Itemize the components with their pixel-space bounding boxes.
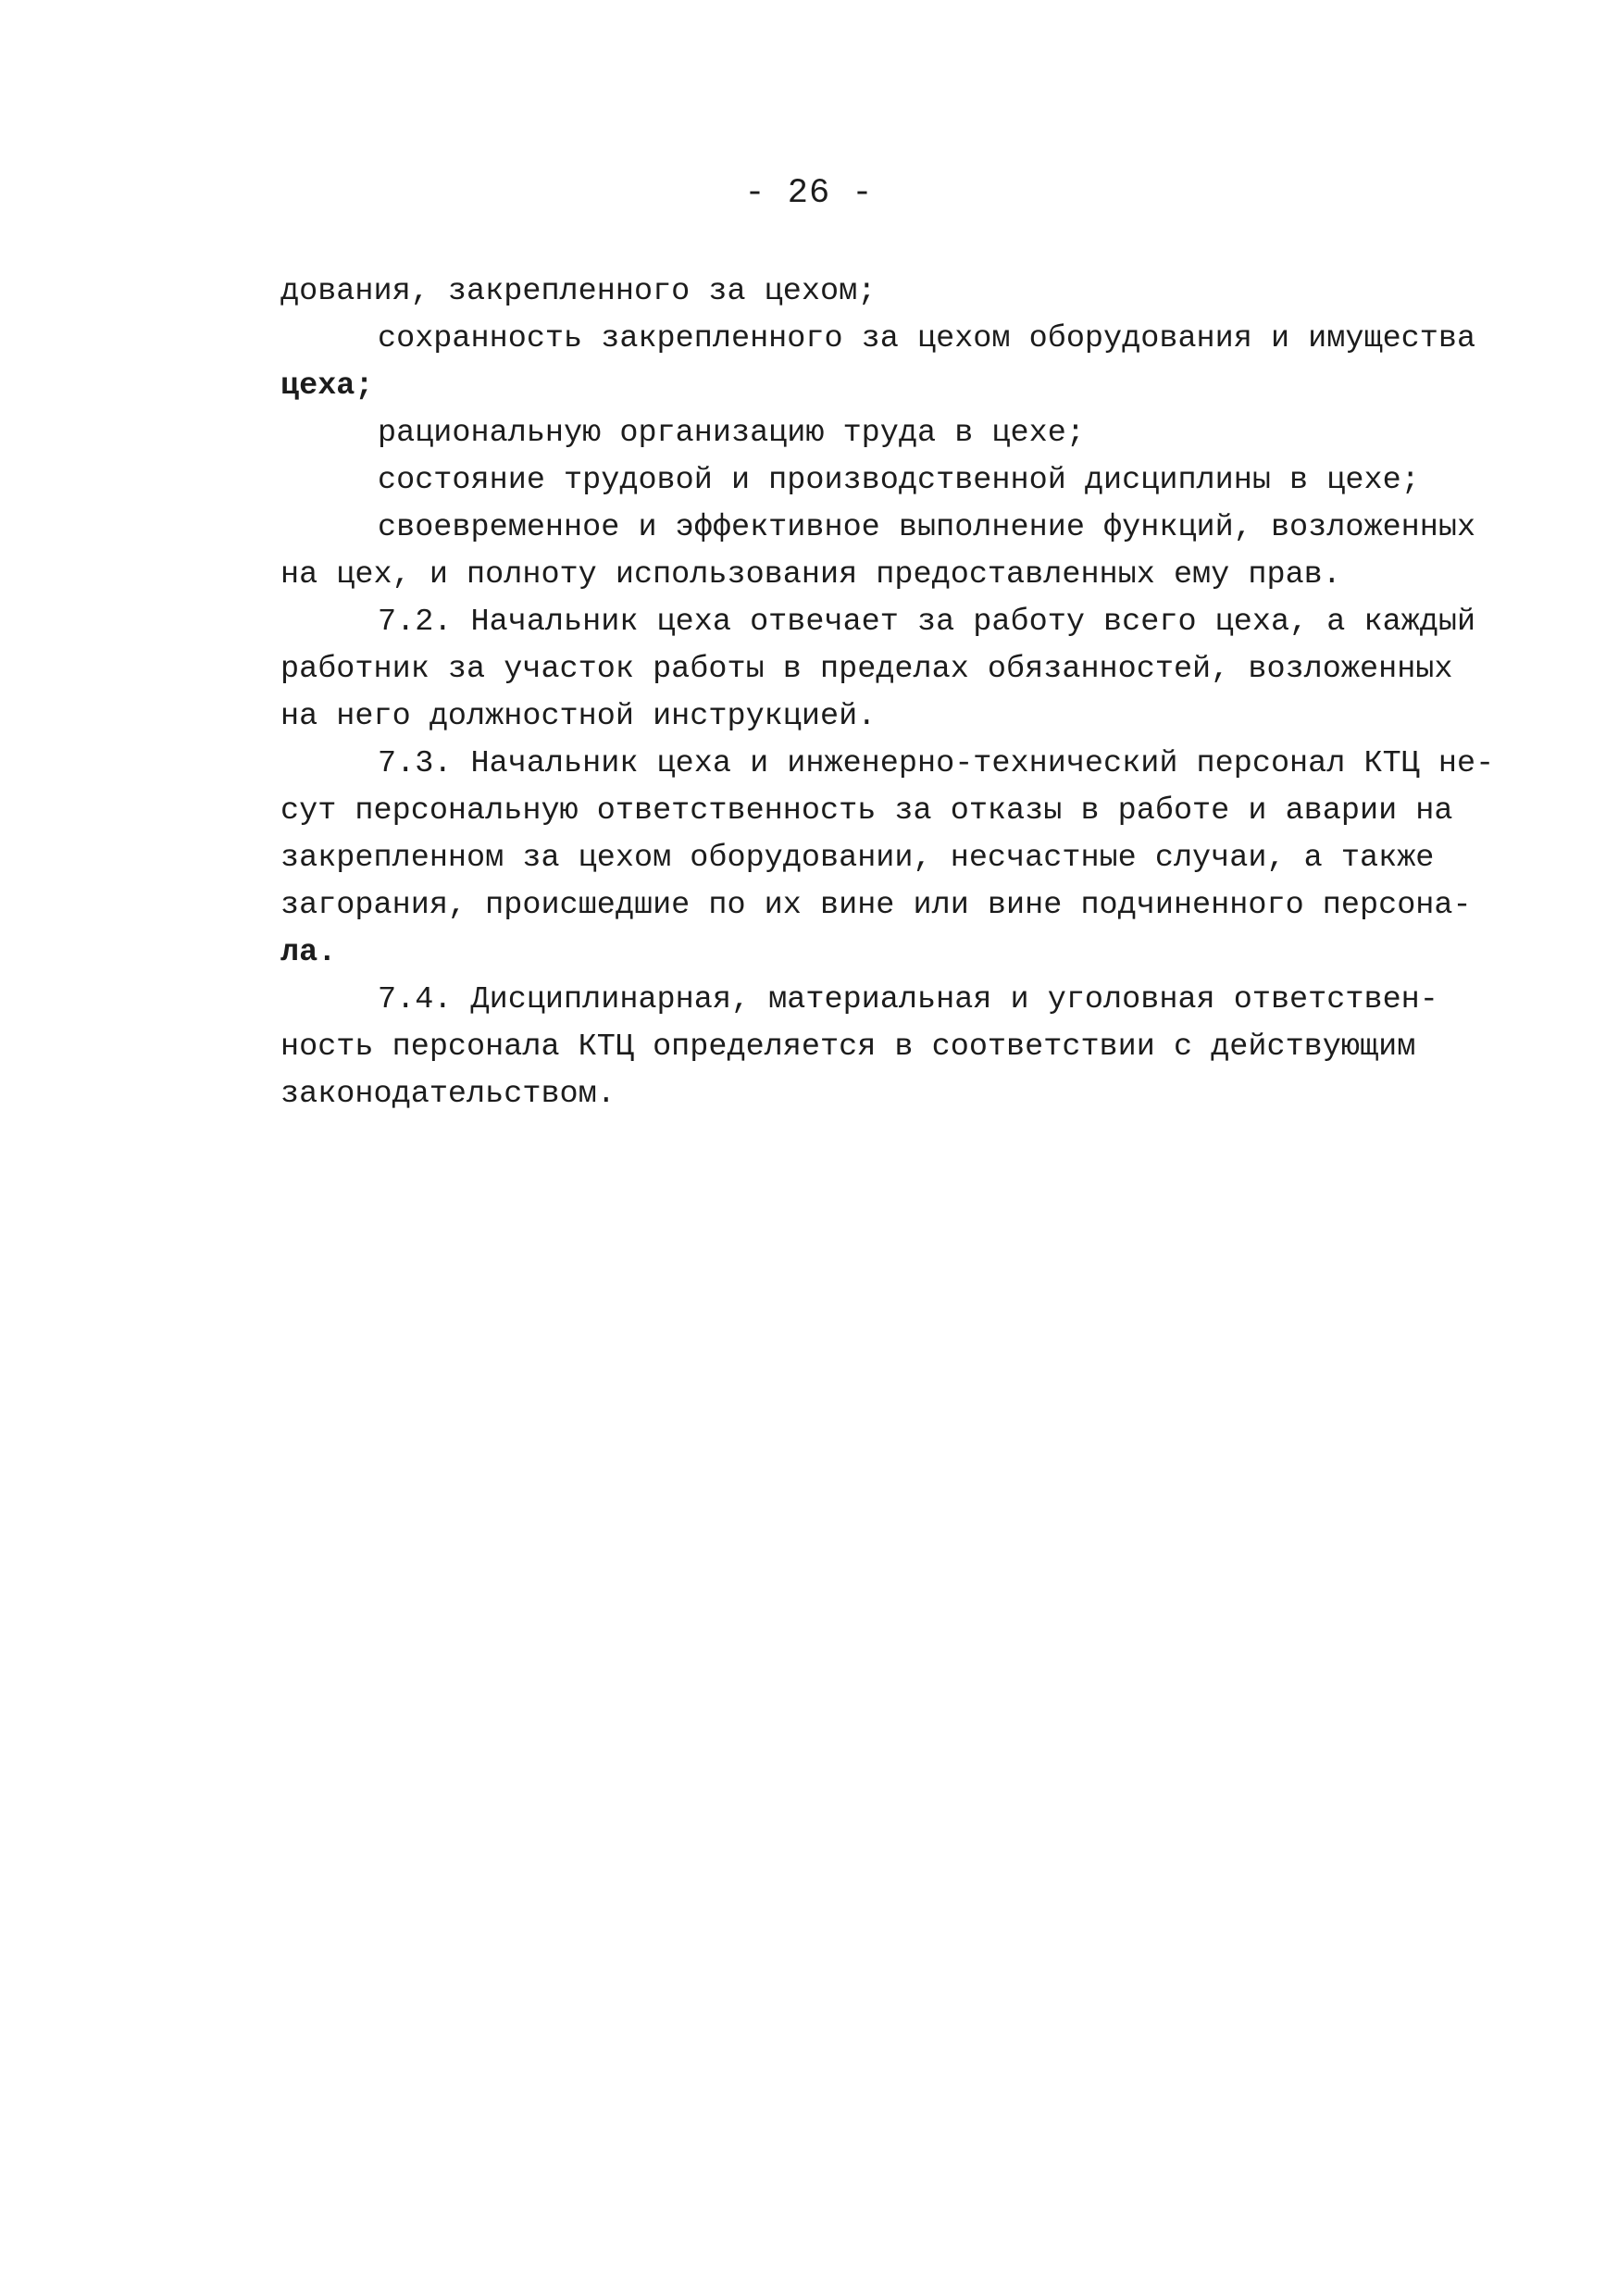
text-line: 7.4. Дисциплинарная, материальная и уголовная ответствен-: [378, 982, 1438, 1017]
text-line: сут персональную ответственность за отказы в работе и аварии на: [280, 793, 1453, 829]
text-line: цеха;: [280, 368, 374, 404]
text-line: на него должностной инструкцией.: [280, 699, 877, 734]
page-number: - 26 -: [744, 174, 874, 213]
text-line: 7.3. Начальник цеха и инженерно-технический персонал КТЦ не-: [378, 746, 1495, 781]
text-line: состояние трудовой и производственной дисциплины в цехе;: [378, 463, 1420, 498]
text-line: работник за участок работы в пределах обязанностей, возложенных: [280, 652, 1453, 687]
text-line: 7.2. Начальник цеха отвечает за работу всего цеха, а каждый: [378, 605, 1476, 640]
text-line: ность персонала КТЦ определяется в соответствии с действующим: [280, 1029, 1416, 1065]
text-line: рациональную организацию труда в цехе;: [378, 416, 1085, 451]
document-body: [280, 268, 1512, 1118]
text-line: дования, закрепленного за цехом;: [280, 274, 877, 309]
text-line: на цех, и полноту использования предоставленных ему прав.: [280, 557, 1341, 593]
text-line: ла.: [280, 935, 337, 970]
text-line: сохранность закрепленного за цехом оборудования и имущества: [378, 321, 1476, 356]
text-line: законодательством.: [280, 1077, 616, 1112]
text-line: закрепленном за цехом оборудовании, несчастные случаи, а также: [280, 841, 1435, 876]
text-line: своевременное и эффективное выполнение функций, возложенных: [378, 510, 1476, 545]
text-line: загорания, происшедшие по их вине или вине подчиненного персона-: [280, 888, 1472, 923]
